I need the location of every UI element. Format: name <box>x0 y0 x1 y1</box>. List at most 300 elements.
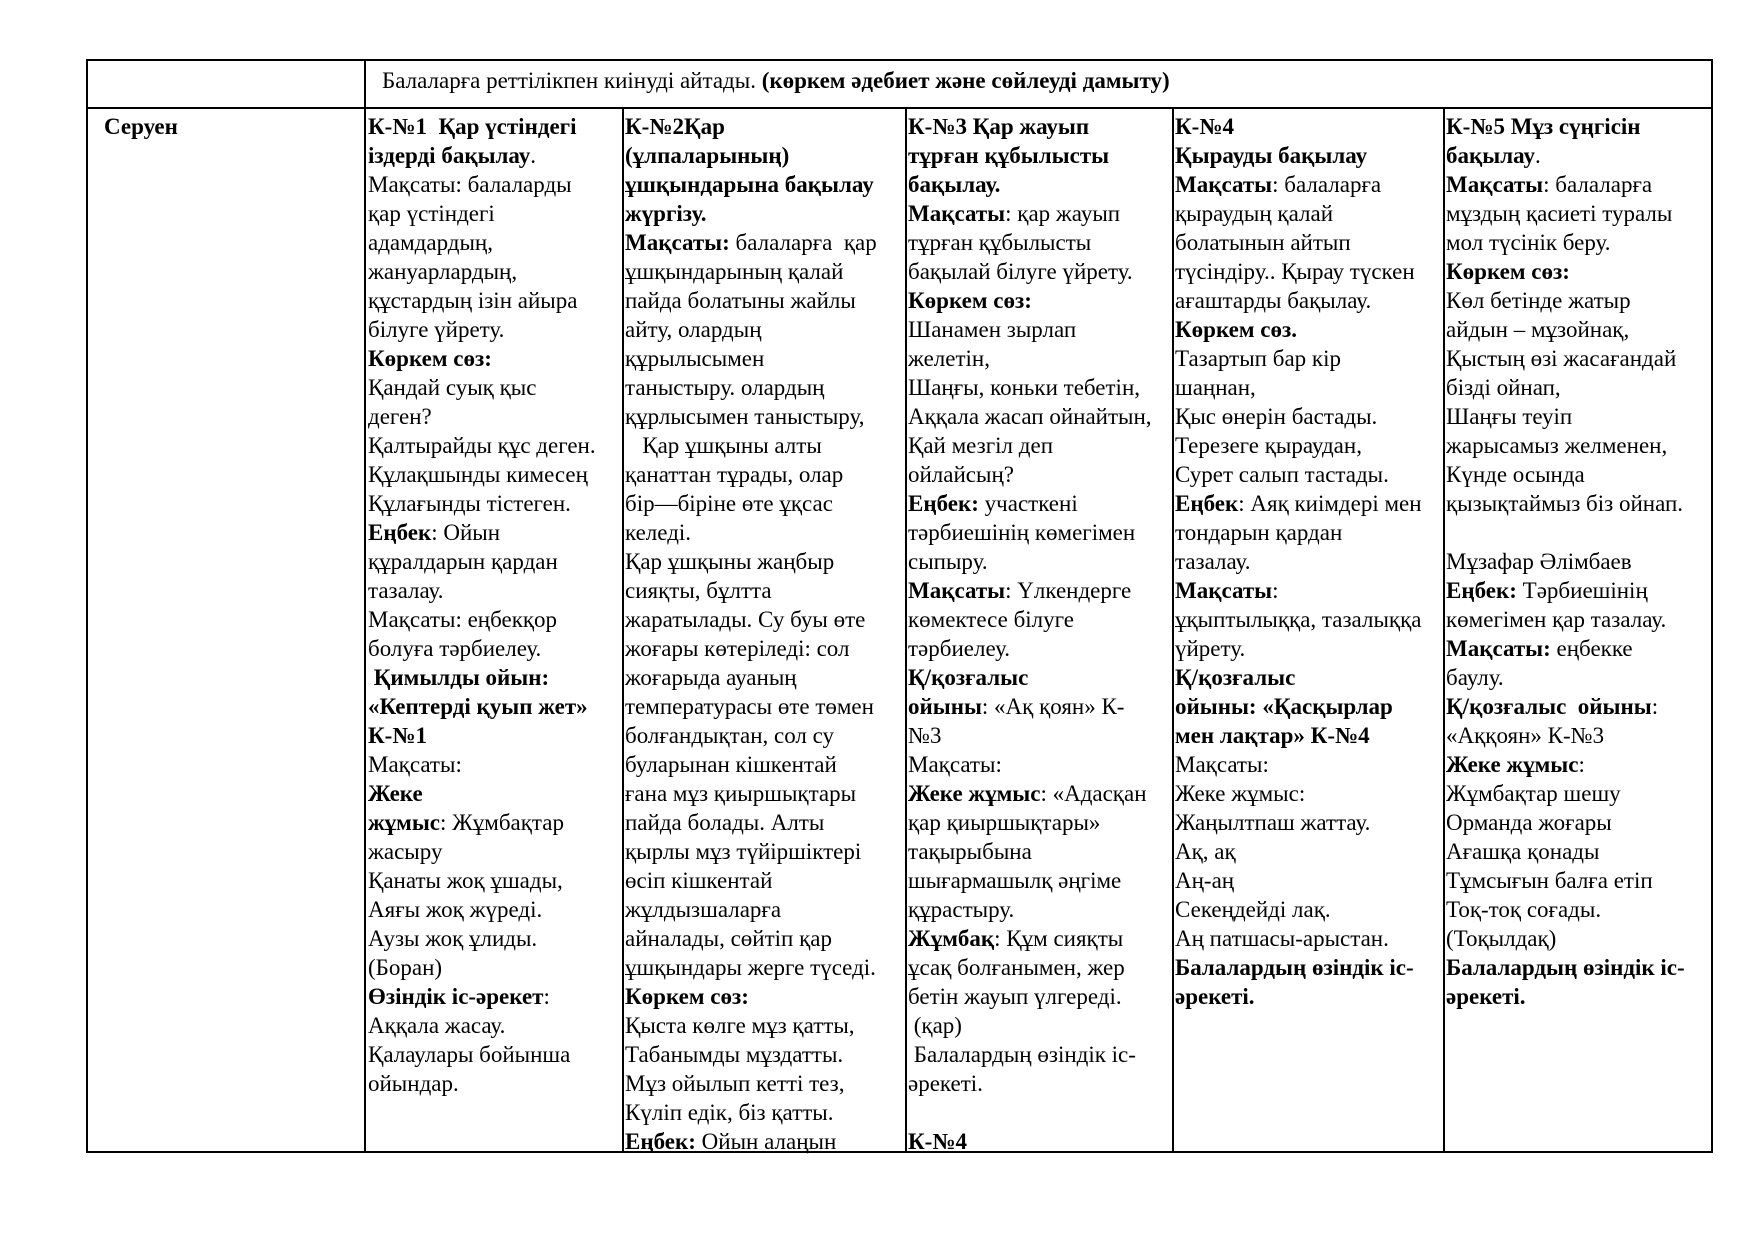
text-line <box>625 315 877 344</box>
activity-column-5 <box>1446 112 1685 1011</box>
text: Қалаулары бойынша <box>368 1042 571 1067</box>
text: Жеке жұмыс: <box>1175 781 1306 806</box>
text: Мақсаты: балаларды <box>368 172 572 197</box>
text-line <box>368 170 596 199</box>
text: : қар жауып <box>1005 201 1121 226</box>
text: Балалардың өзіндік іс- <box>908 1042 1136 1067</box>
text: Аққала жасап ойнайтын, <box>908 404 1152 429</box>
text: Аяғы жоқ жүреді. <box>368 897 543 922</box>
text: Қар ұшқыны алты <box>625 433 822 458</box>
text-line <box>625 460 877 489</box>
bold-text: (ұлпаларының) <box>625 143 790 168</box>
text-line <box>908 228 1152 257</box>
text-line <box>908 953 1152 982</box>
text-line <box>1175 663 1422 692</box>
text-line <box>368 460 596 489</box>
text-line <box>908 982 1152 1011</box>
intro-text: Балаларға реттілікпен киінуді айтады. <box>382 68 762 93</box>
text-line <box>368 895 596 924</box>
text: ойлайсың? <box>908 462 1014 487</box>
text-line <box>368 257 596 286</box>
table-col-divider <box>622 107 624 1153</box>
text-line <box>368 605 596 634</box>
bold-text: Еңбек <box>368 520 432 545</box>
text: қыраудың қалай <box>1175 201 1334 226</box>
text: Аузы жоқ ұлиды. <box>368 926 538 951</box>
text: : <box>543 984 550 1009</box>
text: Қыстың өзі жасағандай <box>1446 346 1677 371</box>
bold-text: әрекеті. <box>1446 984 1526 1009</box>
text: тақырыбына <box>908 839 1032 864</box>
text: : Үлкендерге <box>1005 578 1132 603</box>
bold-text: К-№3 Қар жауып <box>908 114 1090 139</box>
text: жұлдызшаларға <box>625 897 782 922</box>
text: Аққала жасау. <box>368 1013 506 1038</box>
text-line <box>368 315 596 344</box>
text-line <box>1446 228 1685 257</box>
text-line <box>908 1127 1152 1156</box>
bold-text: Қ/қозғалыс <box>908 665 1029 690</box>
text: Мақсаты: <box>1175 752 1269 777</box>
text-line <box>368 866 596 895</box>
text: бетін жауып үлгереді. <box>908 984 1122 1009</box>
text-line <box>368 663 596 692</box>
text: айту, олардың <box>625 317 762 342</box>
text-line <box>368 982 596 1011</box>
text-line <box>368 141 596 170</box>
text-line <box>625 953 877 982</box>
text: : <box>1578 752 1585 777</box>
text-line <box>908 808 1152 837</box>
text: Қыста көлге мұз қатты, <box>625 1013 855 1038</box>
text-line <box>908 895 1152 924</box>
text: : Ойын <box>431 520 501 545</box>
text-line <box>1446 692 1685 721</box>
text: айналады, сөйтіп қар <box>625 926 832 951</box>
text: Қандай суық қыс <box>368 375 537 400</box>
text: Мақсаты: <box>908 752 1002 777</box>
text-line <box>368 373 596 402</box>
bold-text: Жеке <box>368 781 423 806</box>
text: (қар) <box>908 1013 962 1038</box>
bold-text: К-№1 <box>368 723 427 748</box>
text-line <box>1175 257 1422 286</box>
text: Мақсаты: еңбекқор <box>368 607 558 632</box>
text-line <box>625 518 877 547</box>
text-line <box>908 866 1152 895</box>
text-line <box>908 605 1152 634</box>
text: жасыру <box>368 839 443 864</box>
text-line <box>368 402 596 431</box>
table-col-divider <box>905 107 907 1153</box>
text: : балаларға <box>1272 172 1382 197</box>
text-line <box>1446 750 1685 779</box>
text-line <box>1446 634 1685 663</box>
text: Аң-аң <box>1175 868 1235 893</box>
text-line <box>368 112 596 141</box>
bold-text: «Кептерді қуып жет» <box>368 694 588 719</box>
text-line <box>625 344 877 373</box>
text-line <box>908 576 1152 605</box>
text: түсіндіру.. Қырау түскен <box>1175 259 1415 284</box>
text-line <box>368 750 596 779</box>
text: тұрған құбылысты <box>908 230 1092 255</box>
text: Тұмсығын балға етіп <box>1446 868 1653 893</box>
text-line <box>368 228 596 257</box>
text: Шаңғы, коньки тебетін, <box>908 375 1141 400</box>
bold-text: бақылау. <box>908 172 1001 197</box>
text-line <box>625 199 877 228</box>
text: тазалау. <box>1175 549 1251 574</box>
text-line <box>1446 460 1685 489</box>
table-col-divider <box>1443 107 1445 1153</box>
text: Ағашқа қонады <box>1446 839 1600 864</box>
text-line <box>1175 315 1422 344</box>
text-line <box>1446 344 1685 373</box>
bold-text: мен лақтар» К-№4 <box>1175 723 1370 748</box>
text-line <box>1446 779 1685 808</box>
text: желетін, <box>908 346 990 371</box>
text: келеді. <box>625 520 692 545</box>
text-line <box>908 402 1152 431</box>
text: «Аққоян» К-№3 <box>1446 723 1605 748</box>
text-line <box>625 170 877 199</box>
text-line <box>1175 721 1422 750</box>
text: айдын – мұзойнақ, <box>1446 317 1630 342</box>
table-row-divider <box>86 107 1713 109</box>
text: ұшқындарының қалай <box>625 259 844 284</box>
text-line <box>1446 982 1685 1011</box>
text-line <box>908 547 1152 576</box>
bold-text: жұмыс <box>368 810 441 835</box>
text-line <box>1175 460 1422 489</box>
text-line <box>908 170 1152 199</box>
text-line <box>908 431 1152 460</box>
text-line <box>908 141 1152 170</box>
bold-text: жүргізу. <box>625 201 707 226</box>
text: жоғары көтеріледі: сол <box>625 636 850 661</box>
text-line <box>625 141 877 170</box>
text-line <box>908 779 1152 808</box>
text: (Боран) <box>368 955 443 980</box>
bold-text: Көркем сөз: <box>1446 259 1570 284</box>
text: Табанымды мұздатты. <box>625 1042 844 1067</box>
text-line <box>625 1127 877 1156</box>
text-line <box>1446 170 1685 199</box>
text: балаларға қар <box>729 230 877 255</box>
text-line <box>908 286 1152 315</box>
text-line <box>1175 634 1422 663</box>
text-line <box>908 663 1152 692</box>
text-line <box>1175 373 1422 402</box>
text-line <box>368 547 596 576</box>
bold-text: Көркем сөз: <box>368 346 492 371</box>
bold-text: Еңбек: <box>1446 578 1517 603</box>
text-line <box>368 199 596 228</box>
bold-text: Көркем сөз. <box>1175 317 1297 342</box>
text: болатынын айтып <box>1175 230 1351 255</box>
text-line <box>368 344 596 373</box>
text-line <box>1175 286 1422 315</box>
text: құстардың ізін айыра <box>368 288 578 313</box>
text-line <box>368 286 596 315</box>
text: қар үстіндегі <box>368 201 495 226</box>
text: пайда болады. Алты <box>625 810 825 835</box>
text: Қалтырайды құс деген. <box>368 433 596 458</box>
bold-text: тұрған құбылысты <box>908 143 1110 168</box>
text-line <box>1446 286 1685 315</box>
text-line <box>1446 576 1685 605</box>
text-line <box>368 808 596 837</box>
bold-text: Балалардың өзіндік іс- <box>1175 955 1414 980</box>
text-line <box>1175 228 1422 257</box>
bold-text: ойыны: «Қасқырлар <box>1175 694 1393 719</box>
text-line <box>1175 866 1422 895</box>
text: жоғарыда ауаның <box>625 665 797 690</box>
text-line <box>908 315 1152 344</box>
text-line <box>1446 721 1685 750</box>
text: өсіп кішкентай <box>625 868 773 893</box>
text-line <box>908 837 1152 866</box>
text: пайда болатыны жайлы <box>625 288 856 313</box>
text: Терезеге қыраудан, <box>1175 433 1362 458</box>
text-line <box>1446 895 1685 924</box>
text-line <box>625 373 877 402</box>
text-line <box>1446 402 1685 431</box>
text-line <box>625 779 877 808</box>
bold-text: Жеке жұмыс <box>1446 752 1579 777</box>
table-border-bottom <box>86 1151 1713 1153</box>
text: Қай мезгіл деп <box>908 433 1054 458</box>
text-line <box>1446 837 1685 866</box>
text: жануарлардың, <box>368 259 518 284</box>
text-line <box>368 692 596 721</box>
bold-text: Балалардың өзіндік іс- <box>1446 955 1685 980</box>
bold-text: Мақсаты <box>1175 578 1273 603</box>
text: : «Ақ қоян» К- <box>981 694 1125 719</box>
text: болғандықтан, сол су <box>625 723 835 748</box>
text: Жұмбақтар шешу <box>1446 781 1621 806</box>
text: ұшқындары жерге түседі. <box>625 955 876 980</box>
text: құрлысымен таныстыру, <box>625 404 865 429</box>
text-line <box>625 402 877 431</box>
bold-text: Мақсаты <box>908 578 1006 603</box>
text: : балаларға <box>1543 172 1653 197</box>
text: Көл бетінде жатыр <box>1446 288 1631 313</box>
text: баулу. <box>1446 665 1504 690</box>
text: №3 <box>908 723 942 748</box>
text-line <box>1446 808 1685 837</box>
text: қар қиыршықтары» <box>908 810 1101 835</box>
bold-text: Өзіндік іс-әрекет <box>368 984 544 1009</box>
text: : <box>1651 694 1659 719</box>
text-line <box>625 982 877 1011</box>
text: көмегімен қар тазалау. <box>1446 607 1667 632</box>
text: ағаштарды бақылау. <box>1175 288 1372 313</box>
text: : Құм сияқты <box>994 926 1124 951</box>
text-line <box>625 721 877 750</box>
text-line <box>625 1098 877 1127</box>
text: болуға тәрбиелеу. <box>368 636 542 661</box>
text: құрастыру. <box>908 897 1015 922</box>
text: қызықтаймыз біз ойнап. <box>1446 491 1684 516</box>
bold-text: Қимылды ойын: <box>368 665 550 690</box>
text-line <box>1175 199 1422 228</box>
text-line <box>1446 373 1685 402</box>
bold-text: К-№4 <box>908 1129 967 1154</box>
text-line <box>908 344 1152 373</box>
text: Қанаты жоқ ұшады, <box>368 868 563 893</box>
text-line <box>908 634 1152 663</box>
text-line <box>368 431 596 460</box>
text-line <box>625 489 877 518</box>
text: участкені <box>978 491 1078 516</box>
text: мол түсінік беру. <box>1446 230 1611 255</box>
text: Мұзафар Әлімбаев <box>1446 549 1632 574</box>
text: тазалау. <box>368 578 444 603</box>
text: Тоқ-тоқ соғады. <box>1446 897 1602 922</box>
text: тондарын қардан <box>1175 520 1343 545</box>
bold-text: Мақсаты <box>908 201 1006 226</box>
text: : <box>1272 578 1279 603</box>
text: : Аяқ киімдері мен <box>1238 491 1422 516</box>
text-line <box>1175 518 1422 547</box>
text-line <box>625 663 877 692</box>
text-line <box>908 112 1152 141</box>
bold-text: Көркем сөз: <box>625 984 749 1009</box>
text: қырлы мұз түйіршіктері <box>625 839 862 864</box>
text-line <box>908 924 1152 953</box>
text: көмектесе білуге <box>908 607 1074 632</box>
text-line <box>1175 431 1422 460</box>
text-line <box>1446 257 1685 286</box>
text-line <box>625 692 877 721</box>
text: үйрету. <box>1175 636 1246 661</box>
text-line <box>625 228 877 257</box>
bold-text: К-№4 <box>1175 114 1234 139</box>
text: буларынан кішкентай <box>625 752 837 777</box>
text: ойындар. <box>368 1071 459 1096</box>
activity-column-3 <box>908 112 1152 1156</box>
text: таныстыру. олардың <box>625 375 825 400</box>
text: Аң патшасы-арыстан. <box>1175 926 1389 951</box>
text: әрекеті. <box>908 1071 983 1096</box>
text-line <box>625 924 877 953</box>
text-line <box>1446 924 1685 953</box>
text: Қыс өнерін бастады. <box>1175 404 1378 429</box>
text-line <box>625 431 877 460</box>
text-line <box>625 866 877 895</box>
bold-text: Жұмбақ <box>908 926 995 951</box>
text-line <box>1446 489 1685 518</box>
text-line <box>1175 141 1422 170</box>
text-line <box>1446 663 1685 692</box>
text-line <box>908 1098 1152 1127</box>
bold-text: Қ/қозғалыс <box>1175 665 1296 690</box>
text-line <box>368 837 596 866</box>
text-line <box>1446 315 1685 344</box>
text-line <box>908 721 1152 750</box>
bold-text: Еңбек: <box>625 1129 696 1154</box>
text: Сурет салып тастады. <box>1175 462 1389 487</box>
text-line <box>1175 112 1422 141</box>
text-line <box>908 460 1152 489</box>
text: мұздың қасиеті туралы <box>1446 201 1673 226</box>
text-line <box>1446 141 1685 170</box>
text-line <box>1446 431 1685 460</box>
text-line <box>1175 402 1422 431</box>
activity-column-1 <box>368 112 596 1098</box>
text: құралдарын қардан <box>368 549 558 574</box>
activity-column-2 <box>625 112 877 1156</box>
text-line <box>368 489 596 518</box>
text: Мұз ойылып кетті тез, <box>625 1071 845 1096</box>
text: Ақ, ақ <box>1175 839 1236 864</box>
text-line <box>625 837 877 866</box>
bold-text: К-№2Қар <box>625 114 725 139</box>
text-line <box>1175 750 1422 779</box>
intro-bold-text: (көркем әдебиет және сөйлеуді дамыту) <box>761 68 1170 93</box>
text-line <box>625 1069 877 1098</box>
text: ғана мұз қиыршықтары <box>625 781 857 806</box>
text: Күнде осында <box>1446 462 1585 487</box>
text-line <box>368 924 596 953</box>
text: Құлағынды тістеген. <box>368 491 571 516</box>
table-border-left <box>86 59 88 1153</box>
text-line <box>908 518 1152 547</box>
text-line <box>625 547 877 576</box>
text: Шаңғы теуіп <box>1446 404 1573 429</box>
text-line <box>625 576 877 605</box>
text-line <box>1446 199 1685 228</box>
text-line <box>908 1011 1152 1040</box>
text-line <box>368 1040 596 1069</box>
text: : «Адасқан <box>1040 781 1147 806</box>
text: шығармашылқ әңгіме <box>908 868 1122 893</box>
text: бір—біріне өте ұқсас <box>625 491 833 516</box>
text: Жаңылтпаш жаттау. <box>1175 810 1371 835</box>
text: температурасы өте төмен <box>625 694 874 719</box>
bold-text: К-№5 Мұз сүңгісін <box>1446 114 1641 139</box>
text-line <box>908 199 1152 228</box>
text: білуге үйрету. <box>368 317 505 342</box>
text-line <box>625 1011 877 1040</box>
bold-text: Көркем сөз: <box>908 288 1032 313</box>
bold-text: К-№1 Қар үстіндегі <box>368 114 577 139</box>
text-line <box>1446 547 1685 576</box>
text-line <box>368 634 596 663</box>
text: Шанамен зырлап <box>908 317 1077 342</box>
text-line <box>625 895 877 924</box>
text: бізді ойнап, <box>1446 375 1561 400</box>
text: Тазартып бар кір <box>1175 346 1341 371</box>
bold-text: Мақсаты: <box>625 230 730 255</box>
text-line <box>1446 953 1685 982</box>
text-line <box>1175 547 1422 576</box>
bold-text: Еңбек <box>1175 491 1239 516</box>
text-line <box>368 518 596 547</box>
text-line <box>1175 982 1422 1011</box>
text-line <box>368 1011 596 1040</box>
text: деген? <box>368 404 432 429</box>
text: сияқты, бұлтта <box>625 578 772 603</box>
text: жаратылады. Су буы өте <box>625 607 866 632</box>
bold-text: іздерді бақылау <box>368 143 531 168</box>
text-line <box>1175 779 1422 808</box>
text: қанаттан тұрады, олар <box>625 462 844 487</box>
text-line <box>1446 112 1685 141</box>
table-col-divider <box>364 59 366 1153</box>
